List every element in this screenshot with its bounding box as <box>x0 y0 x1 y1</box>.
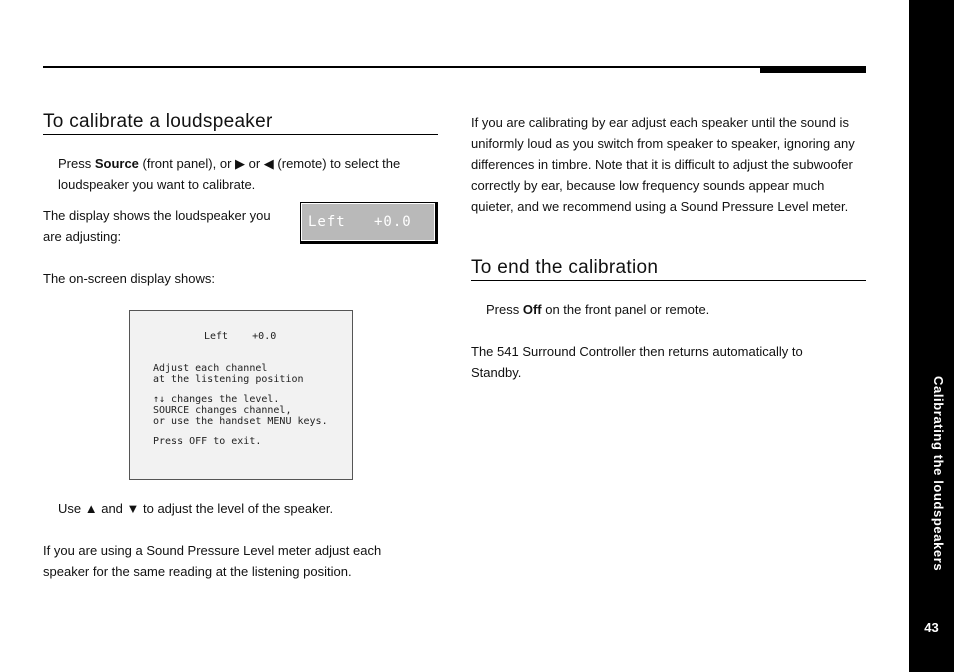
page-number: 43 <box>924 620 939 635</box>
standby-paragraph: The 541 Surround Controller then returns automatically to Standby. <box>471 344 803 380</box>
section-heading-end: To end the calibration <box>471 257 659 278</box>
section-heading-calibrate: To calibrate a loudspeaker <box>43 111 273 132</box>
by-ear-paragraph: If you are calibrating by ear adjust each speaker until the sound is uniformly loud as you switch from speaker to speaker, ignoring any differences in timbre. Note that it is difficult to adjust the subwoofer correctly by ear, because low frequency sounds appear much quieter, and we recommend using a Sound Pressure Level meter. <box>471 115 855 214</box>
osd-line: at the listening position <box>153 374 304 385</box>
chapter-title: Calibrating the loudspeakers <box>931 376 946 572</box>
osd-line: SOURCE changes channel, <box>153 405 292 416</box>
on-screen-display <box>129 310 353 480</box>
header-rule-accent <box>760 66 866 73</box>
osd-line: Left +0.0 <box>204 331 277 342</box>
osd-line: Adjust each channel <box>153 363 268 374</box>
osd-line: ↑↓ changes the level. <box>153 394 280 405</box>
step-select-speaker: Press Source (front panel), or ▶ or ◀ (remote) to select the loudspeaker you want to calibrate. <box>58 156 401 192</box>
display-readout: Left +0.0 <box>308 214 412 230</box>
osd-caption: The on-screen display shows: <box>43 271 215 286</box>
osd-line: or use the handset MENU keys. <box>153 416 328 427</box>
front-panel-display <box>300 202 438 244</box>
heading-underline <box>471 280 866 281</box>
step-press-off: Press Off on the front panel or remote. <box>486 302 710 317</box>
header-rule <box>43 66 866 68</box>
heading-underline <box>43 134 438 135</box>
display-caption: The display shows the loudspeaker you are adjusting: <box>43 208 271 244</box>
spl-meter-paragraph: If you are using a Sound Pressure Level meter adjust each speaker for the same reading at the listening position. <box>43 543 382 579</box>
step-adjust-level: Use ▲ and ▼ to adjust the level of the speaker. <box>58 501 334 516</box>
osd-line: Press OFF to exit. <box>153 436 262 447</box>
